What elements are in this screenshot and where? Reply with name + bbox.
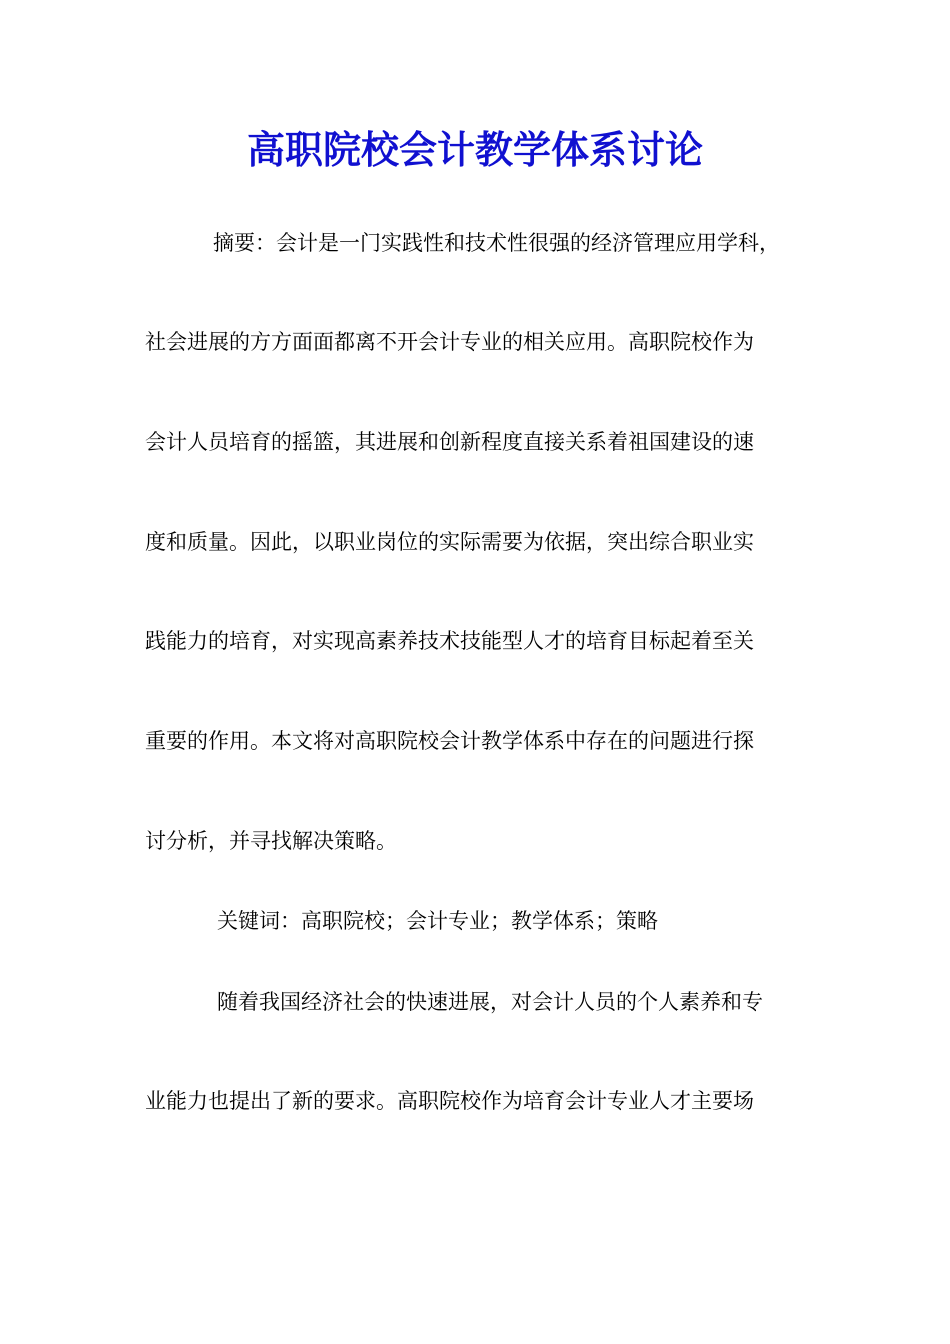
abstract-line-4: 度和质量。因此，以职业岗位的实际需要为依据，突出综合职业实 (145, 530, 754, 554)
keywords-line: 关键词：高职院校；会计专业；教学体系；策略 (217, 909, 658, 933)
abstract-line-6: 重要的作用。本文将对高职院校会计教学体系中存在的问题进行探 (145, 729, 754, 753)
abstract-line-2: 社会进展的方方面面都离不开会计专业的相关应用。高职院校作为 (145, 330, 754, 354)
abstract-line-1: 摘要：会计是一门实践性和技术性很强的经济管理应用学科， (213, 231, 780, 255)
abstract-line-7: 讨分析，并寻找解决策略。 (145, 829, 397, 853)
abstract-line-3: 会计人员培育的摇篮，其进展和创新程度直接关系着祖国建设的速 (145, 430, 754, 454)
document-title: 高职院校会计教学体系讨论 (246, 127, 703, 172)
body-line-2: 业能力也提出了新的要求。高职院校作为培育会计专业人才主要场 (145, 1089, 754, 1113)
abstract-line-5: 践能力的培育，对实现高素养技术技能型人才的培育目标起着至关 (145, 629, 754, 653)
body-line-1: 随着我国经济社会的快速进展，对会计人员的个人素养和专 (217, 990, 763, 1014)
